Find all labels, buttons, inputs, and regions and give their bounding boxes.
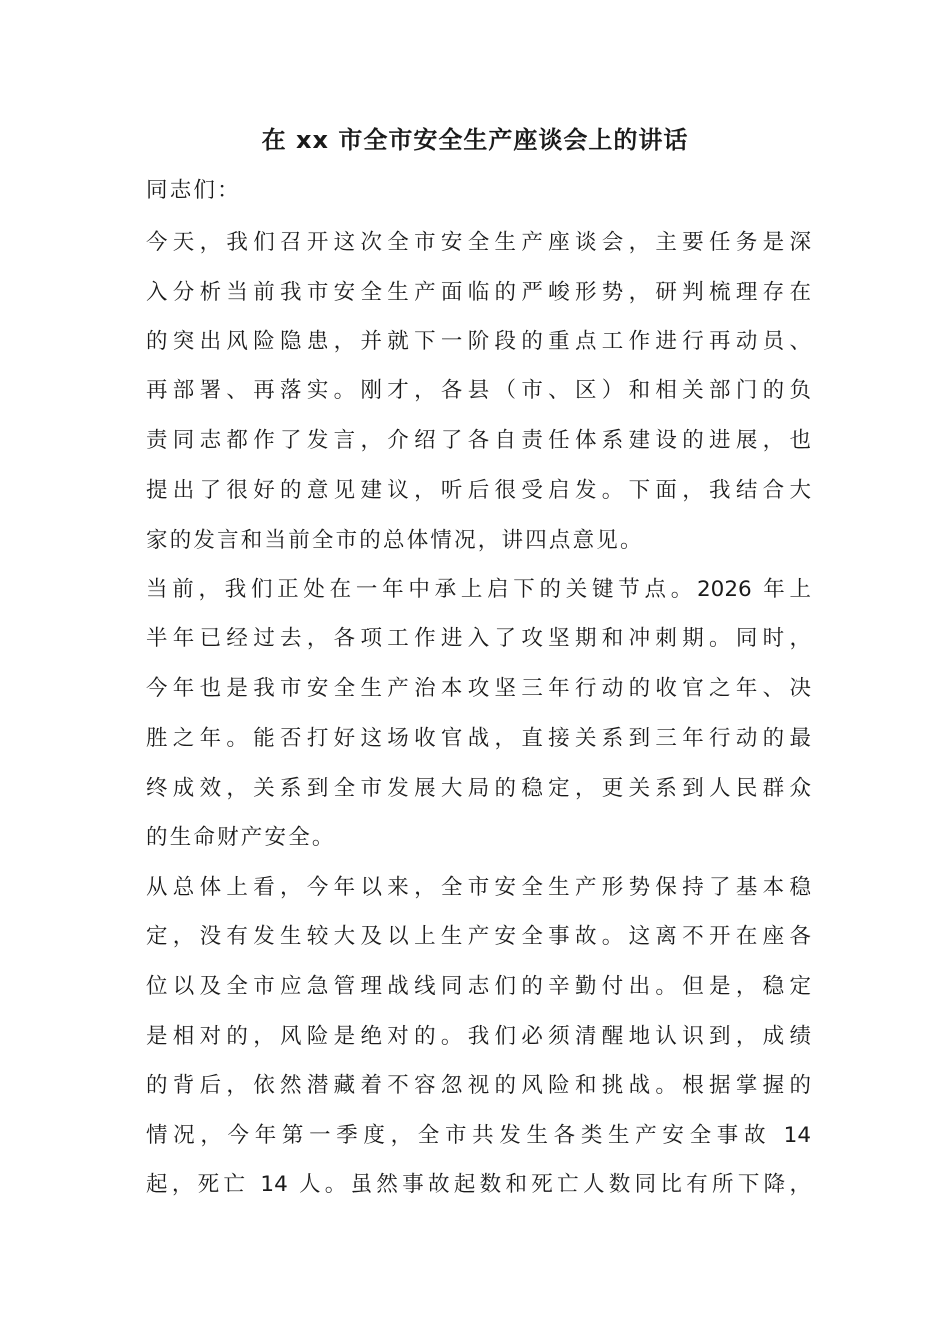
text-line: 今年也是我市安全生产治本攻坚三年行动的收官之年、决 <box>146 676 811 701</box>
text-line: 位以及全市应急管理战线同志们的辛勤付出。但是，稳定 <box>146 974 811 999</box>
text-line: 胜之年。能否打好这场收官战，直接关系到三年行动的最 <box>146 726 811 751</box>
document-title: 在 xx 市全市安全生产座谈会上的讲话 <box>261 126 689 154</box>
text-line: 当前，我们正处在一年中承上启下的关键节点。2026 年上 <box>146 577 811 602</box>
text-line: 终成效，关系到全市发展大局的稳定，更关系到人民群众 <box>146 776 811 801</box>
text-line: 情况，今年第一季度，全市共发生各类生产安全事故 14 <box>146 1123 811 1148</box>
text-line: 家的发言和当前全市的总体情况，讲四点意见。 <box>146 528 644 553</box>
text-line: 从总体上看，今年以来，全市安全生产形势保持了基本稳 <box>146 875 811 900</box>
text-line: 起，死亡 14 人。虽然事故起数和死亡人数同比有所下降， <box>146 1172 811 1197</box>
text-line: 责同志都作了发言，介绍了各自责任体系建设的进展，也 <box>146 428 811 453</box>
text-line: 的突出风险隐患，并就下一阶段的重点工作进行再动员、 <box>146 329 811 354</box>
text-line: 定，没有发生较大及以上生产安全事故。这离不开在座各 <box>146 924 811 949</box>
text-line: 半年已经过去，各项工作进入了攻坚期和冲刺期。同时， <box>146 626 811 651</box>
text-line: 今天，我们召开这次全市安全生产座谈会，主要任务是深 <box>146 230 811 255</box>
text-line: 的生命财产安全。 <box>146 825 336 850</box>
salutation-line: 同志们： <box>146 178 241 203</box>
text-line: 入分析当前我市安全生产面临的严峻形势，研判梳理存在 <box>146 280 811 305</box>
text-line: 再部署、再落实。刚才，各县（市、区）和相关部门的负 <box>146 378 811 403</box>
text-line: 提出了很好的意见建议，听后很受启发。下面，我结合大 <box>146 478 811 503</box>
text-line: 是相对的，风险是绝对的。我们必须清醒地认识到，成绩 <box>146 1024 811 1049</box>
text-line: 的背后，依然潜藏着不容忽视的风险和挑战。根据掌握的 <box>146 1073 811 1098</box>
